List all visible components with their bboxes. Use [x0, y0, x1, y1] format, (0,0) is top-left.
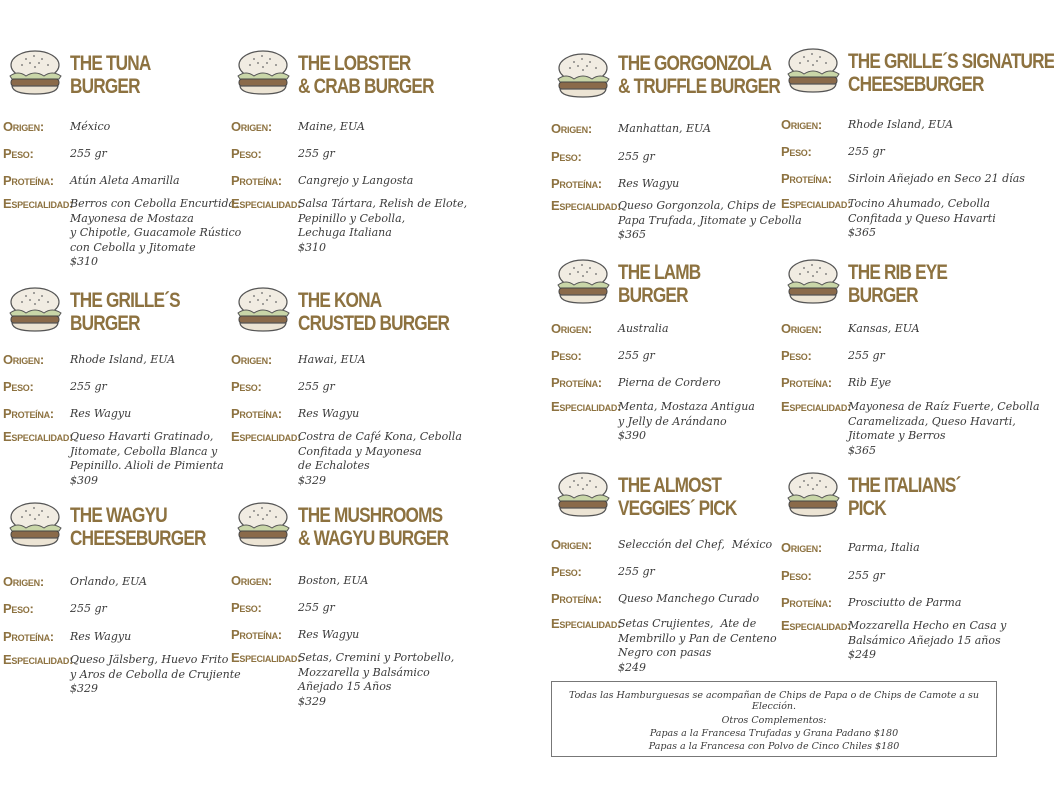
label-protein: Proteína: — [231, 627, 282, 642]
burger-title: THE LOBSTER & CRAB BURGER — [298, 52, 434, 98]
value-weight: 255 gr — [618, 349, 655, 362]
value-protein: Queso Manchego Curado — [618, 592, 760, 605]
label-protein: Proteína: — [781, 375, 832, 390]
value-origin: Manhattan, EUA — [618, 122, 711, 135]
label-weight: Peso: — [551, 149, 582, 164]
label-specialty: Especialidad: — [3, 652, 74, 667]
label-origin: Origen: — [551, 121, 592, 136]
label-origin: Origen: — [781, 540, 822, 555]
label-weight: Peso: — [3, 146, 34, 161]
label-weight: Peso: — [551, 564, 582, 579]
label-protein: Proteína: — [231, 173, 282, 188]
label-origin: Origen: — [551, 537, 592, 552]
value-weight: 255 gr — [70, 380, 107, 393]
burger-icon — [552, 470, 614, 520]
burger-price: $249 — [618, 660, 646, 674]
label-origin: Origen: — [551, 321, 592, 336]
value-specialty: Costra de Café Kona, Cebolla Confitada y Mayonesa de Echalotes — [298, 430, 462, 472]
burger-icon — [4, 48, 66, 98]
value-origin: Selección del Chef, México — [618, 538, 773, 551]
burger-title: THE ALMOST VEGGIES´ PICK — [618, 474, 737, 520]
burger-icon — [232, 285, 294, 335]
burger-price: $329 — [298, 473, 326, 487]
burger-price: $310 — [70, 255, 98, 268]
value-weight: 255 gr — [848, 569, 885, 582]
burger-price: $365 — [848, 443, 876, 457]
label-specialty: Especialidad: — [3, 196, 74, 211]
label-origin: Origen: — [781, 321, 822, 336]
label-specialty: Especialidad: — [781, 618, 852, 633]
value-specialty: Tocino Ahumado, Cebolla Confitada y Queso Havarti — [848, 197, 996, 225]
value-origin: Kansas, EUA — [848, 322, 920, 335]
value-origin: Boston, EUA — [298, 574, 369, 587]
value-origin: Orlando, EUA — [70, 575, 147, 588]
burger-icon — [4, 500, 66, 550]
value-origin: Australia — [618, 322, 669, 335]
value-protein: Prosciutto de Parma — [848, 596, 962, 609]
label-specialty: Especialidad: — [551, 616, 622, 631]
label-specialty: Especialidad: — [3, 429, 74, 444]
burger-price: $329 — [298, 694, 326, 708]
value-specialty: Queso Gorgonzola, Chips de Papa Trufada, Jitomate y Cebolla — [618, 199, 802, 227]
label-specialty: Especialidad: — [231, 429, 302, 444]
burger-price: $309 — [70, 473, 98, 487]
burger-title: THE KONA CRUSTED BURGER — [298, 289, 450, 335]
burger-title: THE TUNA BURGER — [70, 52, 151, 98]
label-origin: Origen: — [231, 573, 272, 588]
burger-price: $329 — [70, 682, 98, 695]
burger-price: $365 — [848, 226, 876, 239]
label-origin: Origen: — [781, 117, 822, 132]
burger-title: THE RIB EYE BURGER — [848, 261, 948, 307]
label-specialty: Especialidad: — [231, 650, 302, 665]
burger-icon — [4, 285, 66, 335]
value-protein: Rib Eye — [848, 376, 892, 389]
value-specialty: Queso Jälsberg, Huevo Frito y Aros de Cebolla de Crujiente — [70, 653, 241, 681]
burger-title: THE GRILLE´S BURGER — [70, 289, 180, 335]
label-weight: Peso: — [231, 146, 262, 161]
value-protein: Atún Aleta Amarilla — [70, 174, 180, 187]
burger-icon — [782, 470, 844, 520]
value-protein: Pierna de Cordero — [618, 376, 721, 389]
value-origin: Rhode Island, EUA — [848, 118, 954, 131]
value-specialty: Setas Crujientes, Ate de Membrillo y Pan de Centeno Negro con pasas — [618, 617, 777, 659]
sides-note: Todas las Hamburguesas se acompañan de Chips de Papa o de Chips de Camote a su Elección. — [568, 690, 980, 712]
burger-title: THE GORGONZOLA & TRUFFLE BURGER — [618, 52, 780, 98]
value-specialty: Mozzarella Hecho en Casa y Balsámico Añejado 15 años — [848, 619, 1007, 647]
label-origin: Origen: — [231, 352, 272, 367]
burger-icon — [232, 48, 294, 98]
value-protein: Res Wagyu — [298, 407, 360, 420]
label-specialty: Especialidad: — [551, 198, 622, 213]
value-weight: 255 gr — [298, 380, 335, 393]
sides-box — [551, 681, 997, 757]
value-origin: Hawai, EUA — [298, 353, 366, 366]
value-weight: 255 gr — [70, 602, 107, 615]
value-weight: 255 gr — [618, 565, 655, 578]
sides-item: Papas a la Francesa Trufadas y Grana Padano $180 — [649, 728, 899, 739]
label-protein: Proteína: — [3, 629, 54, 644]
value-origin: México — [70, 120, 111, 133]
value-protein: Res Wagyu — [70, 630, 132, 643]
burger-price: $249 — [848, 648, 876, 661]
label-origin: Origen: — [3, 119, 44, 134]
value-origin: Maine, EUA — [298, 120, 365, 133]
value-specialty: Mayonesa de Raíz Fuerte, Cebolla Caramelizada, Queso Havarti, Jitomate y Berros — [848, 400, 1040, 442]
label-protein: Proteína: — [551, 176, 602, 191]
burger-icon — [552, 51, 614, 101]
label-protein: Proteína: — [551, 591, 602, 606]
burger-title: THE WAGYU CHEESEBURGER — [70, 504, 206, 550]
burger-price: $365 — [618, 228, 646, 241]
value-protein: Res Wagyu — [70, 407, 132, 420]
label-protein: Proteína: — [231, 406, 282, 421]
burger-icon — [782, 257, 844, 307]
burger-title: THE MUSHROOMS & WAGYU BURGER — [298, 504, 449, 550]
label-weight: Peso: — [3, 379, 34, 394]
value-specialty: Menta, Mostaza Antigua y Jelly de Arándano — [618, 400, 755, 428]
burger-price: $390 — [618, 429, 646, 442]
value-protein: Res Wagyu — [298, 628, 360, 641]
label-specialty: Especialidad: — [551, 399, 622, 414]
burger-title: THE GRILLE´S SIGNATURE CHEESEBURGER — [848, 50, 1054, 96]
label-origin: Origen: — [231, 119, 272, 134]
burger-price: $310 — [298, 240, 326, 254]
label-protein: Proteína: — [3, 406, 54, 421]
value-weight: 255 gr — [70, 147, 107, 160]
value-specialty: Setas, Cremini y Portobello, Mozzarella y Balsámico Añejado 15 Años — [298, 651, 455, 693]
label-weight: Peso: — [781, 568, 812, 583]
label-specialty: Especialidad: — [231, 196, 302, 211]
label-weight: Peso: — [231, 600, 262, 615]
label-protein: Proteína: — [781, 595, 832, 610]
label-protein: Proteína: — [781, 171, 832, 186]
burger-icon — [232, 500, 294, 550]
value-origin: Parma, Italia — [848, 541, 920, 554]
value-protein: Res Wagyu — [618, 177, 680, 190]
value-specialty: Berros con Cebolla Encurtida, Mayonesa de Mostaza y Chipotle, Guacamole Rústico con Cebolla y Jitomate — [70, 197, 242, 254]
value-weight: 255 gr — [618, 150, 655, 163]
label-weight: Peso: — [3, 601, 34, 616]
sides-heading: Otros Complementos: — [721, 715, 827, 726]
value-weight: 255 gr — [298, 601, 335, 614]
value-specialty: Queso Havarti Gratinado, Jitomate, Cebolla Blanca y Pepinillo. Alioli de Pimienta — [70, 430, 224, 472]
label-weight: Peso: — [781, 144, 812, 159]
sides-item: Papas a la Francesa con Polvo de Cinco Chiles $180 — [648, 741, 900, 752]
value-protein: Cangrejo y Langosta — [298, 174, 414, 187]
value-weight: 255 gr — [848, 349, 885, 362]
label-protein: Proteína: — [551, 375, 602, 390]
value-specialty: Salsa Tártara, Relish de Elote, Pepinillo y Cebolla, Lechuga Italiana — [298, 197, 468, 239]
burger-icon — [552, 257, 614, 307]
value-origin: Rhode Island, EUA — [70, 353, 176, 366]
label-protein: Proteína: — [3, 173, 54, 188]
label-weight: Peso: — [551, 348, 582, 363]
value-weight: 255 gr — [848, 145, 885, 158]
value-weight: 255 gr — [298, 147, 335, 160]
burger-title: THE ITALIANS´ PICK — [848, 474, 961, 520]
label-origin: Origen: — [3, 352, 44, 367]
label-specialty: Especialidad: — [781, 196, 852, 211]
label-weight: Peso: — [231, 379, 262, 394]
label-specialty: Especialidad: — [781, 399, 852, 414]
label-origin: Origen: — [3, 574, 44, 589]
burger-icon — [782, 46, 844, 96]
burger-title: THE LAMB BURGER — [618, 261, 701, 307]
value-protein: Sirloin Añejado en Seco 21 días — [848, 172, 1025, 185]
label-weight: Peso: — [781, 348, 812, 363]
